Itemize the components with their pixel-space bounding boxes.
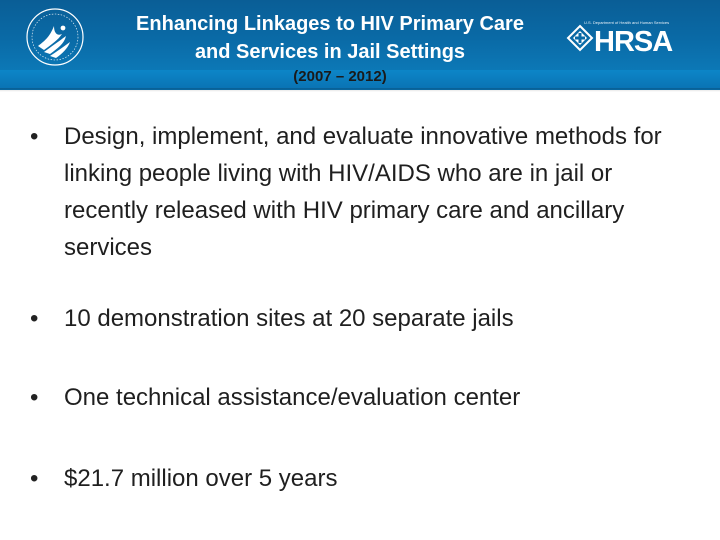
title-line-2: and Services in Jail Settings (194, 41, 466, 63)
hrsa-diamond-icon (568, 26, 592, 50)
bullet-marker: • (30, 305, 39, 332)
slide-title (70, 10, 590, 66)
bullet-marker: • (30, 384, 39, 411)
title-line-1: Enhancing Linkages to HIV Primary Care (136, 13, 524, 35)
bullet-text: Design, implement, and evaluate innovative methods for linking people living with HIV/AIDS who are in jail or recently released with HIV primary care and ancillary services (64, 123, 662, 261)
bullet-text: One technical assistance/evaluation center (64, 384, 521, 411)
hrsa-wordmark: HRSA (594, 26, 673, 58)
bullet-marker: • (30, 123, 39, 150)
slide-subtitle: (2007 – 2012) (293, 68, 387, 85)
hrsa-tagline: U.S. Department of Health and Human Services (584, 20, 670, 25)
hrsa-logo (566, 18, 686, 62)
bullet-marker: • (30, 465, 39, 492)
bullet-text: $21.7 million over 5 years (64, 465, 338, 492)
header-shadow (0, 88, 720, 92)
bullet-text: 10 demonstration sites at 20 separate jails (64, 305, 514, 332)
